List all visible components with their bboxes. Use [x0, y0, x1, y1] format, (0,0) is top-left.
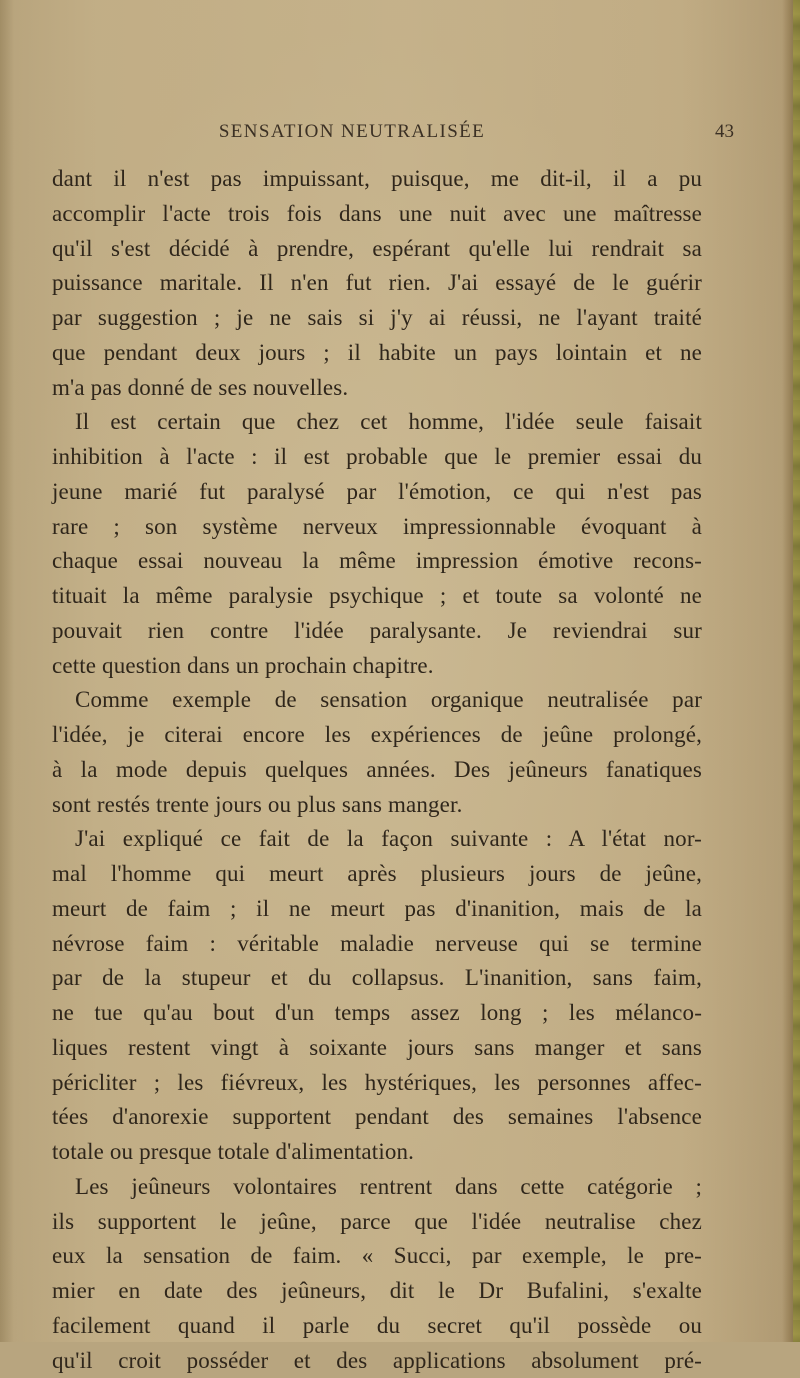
page-number: 43 [715, 121, 734, 143]
text-line: m'a pas donné de ses nouvelles. [52, 371, 702, 406]
text-line: pouvait rien contre l'idée paralysante. Je reviendrai sur [52, 614, 702, 649]
text-line: eux la sensation de faim. « Succi, par exemple, le pre- [52, 1239, 702, 1274]
body-text [52, 162, 702, 1378]
text-line: ils supportent le jeûne, parce que l'idée neutralise chez [52, 1205, 702, 1240]
running-title: SENSATION NEUTRALISÉE [212, 121, 492, 143]
text-line: jeune marié fut paralysé par l'émotion, ce qui n'est pas [52, 475, 702, 510]
text-line: rare ; son système nerveux impressionnable évoquant à [52, 510, 702, 545]
text-line: névrose faim : véritable maladie nerveuse qui se termine [52, 927, 702, 962]
text-line: ne tue qu'au bout d'un temps assez long ; les mélanco- [52, 996, 702, 1031]
text-line: qu'il s'est décidé à prendre, espérant qu'elle lui rendrait sa [52, 232, 702, 267]
page-left-shadow [0, 0, 14, 1342]
text-line: puissance maritale. Il n'en fut rien. J'ai essayé de le guérir [52, 266, 702, 301]
text-line: mal l'homme qui meurt après plusieurs jours de jeûne, [52, 857, 702, 892]
text-line: par suggestion ; je ne sais si j'y ai réussi, ne l'ayant traité [52, 301, 702, 336]
text-line: qu'il croit posséder et des applications absolument pré- [52, 1344, 702, 1378]
text-line: accomplir l'acte trois fois dans une nuit avec une maîtresse [52, 197, 702, 232]
text-line: mier en date des jeûneurs, dit le Dr Bufalini, s'exalte [52, 1274, 702, 1309]
text-line: meurt de faim ; il ne meurt pas d'inanition, mais de la [52, 892, 702, 927]
text-line: Il est certain que chez cet homme, l'idée seule faisait [52, 405, 702, 440]
text-line: Les jeûneurs volontaires rentrent dans cette catégorie ; [52, 1170, 702, 1205]
text-line: sont restés trente jours ou plus sans manger. [52, 788, 702, 823]
text-line: tées d'anorexie supportent pendant des semaines l'absence [52, 1100, 702, 1135]
text-line: que pendant deux jours ; il habite un pays lointain et ne [52, 336, 702, 371]
text-line: liques restent vingt à soixante jours sans manger et sans [52, 1031, 702, 1066]
text-line: J'ai expliqué ce fait de la façon suivante : A l'état nor- [52, 822, 702, 857]
text-line: par de la stupeur et du collapsus. L'inanition, sans faim, [52, 961, 702, 996]
page-right-edge [782, 0, 800, 1342]
text-line: tituait la même paralysie psychique ; et toute sa volonté ne [52, 579, 702, 614]
text-line: l'idée, je citerai encore les expériences de jeûne prolongé, [52, 718, 702, 753]
text-line: dant il n'est pas impuissant, puisque, me dit-il, il a pu [52, 162, 702, 197]
text-line: facilement quand il parle du secret qu'il possède ou [52, 1309, 702, 1344]
text-line: totale ou presque totale d'alimentation. [52, 1135, 702, 1170]
text-line: chaque essai nouveau la même impression émotive recons- [52, 544, 702, 579]
page-header [0, 121, 800, 151]
text-line: à la mode depuis quelques années. Des jeûneurs fanatiques [52, 753, 702, 788]
text-line: cette question dans un prochain chapitre. [52, 649, 702, 684]
text-line: péricliter ; les fiévreux, les hystériques, les personnes affec- [52, 1066, 702, 1101]
text-line: Comme exemple de sensation organique neutralisée par [52, 683, 702, 718]
text-line: inhibition à l'acte : il est probable que le premier essai du [52, 440, 702, 475]
